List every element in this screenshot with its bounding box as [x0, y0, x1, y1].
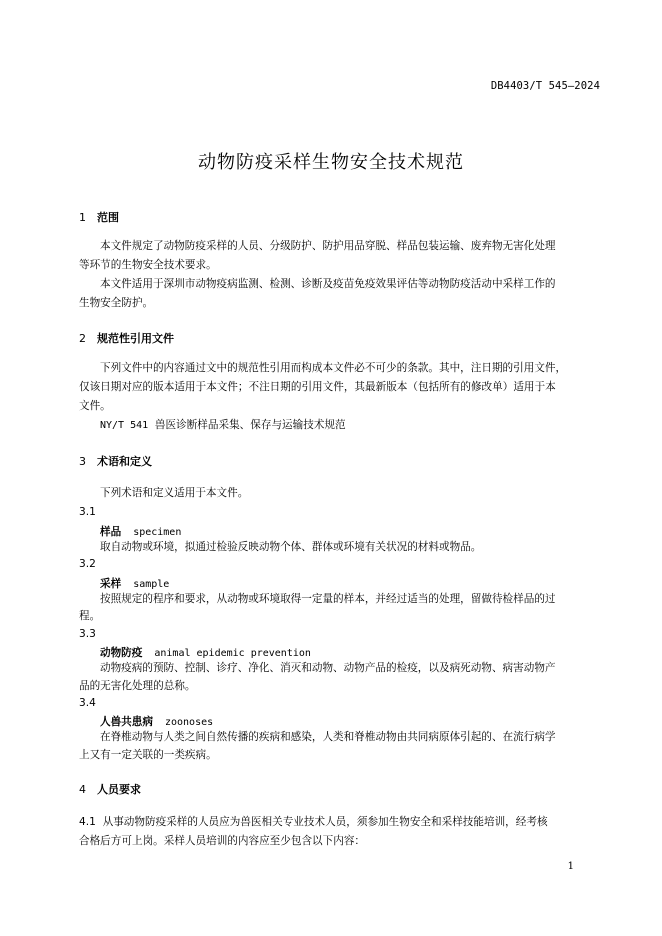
- standard-code: DB4403/T 545—2024: [490, 80, 600, 92]
- clause-4-1-line: [79, 813, 548, 832]
- paragraph-line: 本文件适用于深圳市动物疫病监测、检测、诊断及疫苗免疫效果评估等动物防疫活动中采样工作的: [100, 278, 556, 290]
- section-title: 人员要求: [97, 783, 141, 796]
- paragraph-line: 文件。: [79, 400, 111, 412]
- term-zh: 人兽共患病: [100, 716, 153, 728]
- section-2-heading: [79, 330, 174, 346]
- definition-line: 动物疫病的预防、控制、诊疗、净化、消灭和动物、动物产品的检疫，以及病死动物、病害动物产: [100, 662, 556, 674]
- page-number: 1: [567, 861, 574, 872]
- section-number: 3: [79, 455, 86, 468]
- clause-number: 3.1: [79, 506, 96, 518]
- term-entry: [100, 576, 169, 591]
- paragraph-line: 合格后方可上岗。采样人员培训的内容应至少包含以下内容：: [79, 835, 366, 847]
- term-zh: 动物防疫: [100, 647, 143, 659]
- paragraph-line: 下列文件中的内容通过文中的规范性引用而构成本文件必不可少的条款。其中，注日期的引用文件，: [100, 362, 567, 374]
- clause-number: 3.3: [79, 628, 96, 640]
- definition-line: 上又有一定关联的一类疾病。: [79, 749, 217, 761]
- clause-number: 4.1: [79, 816, 96, 828]
- section-title: 范围: [97, 211, 119, 224]
- section-4-heading: [79, 781, 141, 797]
- paragraph-line: 等环节的生物安全技术要求。: [79, 259, 217, 271]
- paragraph-line: 仅该日期对应的版本适用于本文件；不注日期的引用文件，其最新版本（包括所有的修改单）适用于本: [79, 381, 556, 393]
- term-en: sample: [133, 579, 170, 590]
- section-1-heading: [79, 209, 119, 225]
- definition-line: 取自动物或环境，拟通过检验反映动物个体、群体或环境有关状况的材料或物品。: [100, 541, 482, 553]
- term-zh: 样品: [100, 526, 122, 538]
- normative-reference: [100, 416, 346, 435]
- paragraph-line: 从事动物防疫采样的人员应为兽医相关专业技术人员，须参加生物安全和采样技能培训，经考核: [102, 816, 548, 828]
- paragraph-line: 下列术语和定义适用于本文件。: [100, 487, 249, 499]
- term-entry: [100, 645, 311, 660]
- definition-line: 程。: [79, 610, 101, 622]
- definition-line: 在脊椎动物与人类之间自然传播的疾病和感染，人类和脊椎动物由共同病原体引起的、在流行病学: [100, 731, 556, 743]
- paragraph-line: 本文件规定了动物防疫采样的人员、分级防护、防护用品穿脱、样品包装运输、废弃物无害化处理: [100, 240, 556, 252]
- clause-number: 3.4: [79, 697, 96, 709]
- section-number: 2: [79, 332, 86, 345]
- section-number: 1: [79, 211, 86, 224]
- term-en: specimen: [133, 527, 182, 538]
- reference-code: NY/T 541: [100, 420, 149, 431]
- section-3-heading: [79, 453, 152, 469]
- term-entry: [100, 524, 181, 539]
- definition-line: 按照规定的程序和要求，从动物或环境取得一定量的样本，并经过适当的处理，留做待检样品的过: [100, 593, 556, 605]
- clause-number: 3.2: [79, 558, 96, 570]
- section-title: 规范性引用文件: [97, 332, 174, 345]
- reference-title: 兽医诊断样品采集、保存与运输技术规范: [154, 419, 346, 431]
- term-zh: 采样: [100, 578, 122, 590]
- document-title: 动物防疫采样生物安全技术规范: [198, 152, 464, 173]
- term-en: zoonoses: [164, 717, 214, 728]
- term-entry: [100, 714, 213, 729]
- section-title: 术语和定义: [97, 455, 152, 468]
- paragraph-line: 生物安全防护。: [79, 297, 154, 309]
- term-en: animal epidemic prevention: [154, 648, 311, 659]
- definition-line: 品的无害化处理的总称。: [79, 680, 196, 692]
- section-number: 4: [79, 783, 86, 796]
